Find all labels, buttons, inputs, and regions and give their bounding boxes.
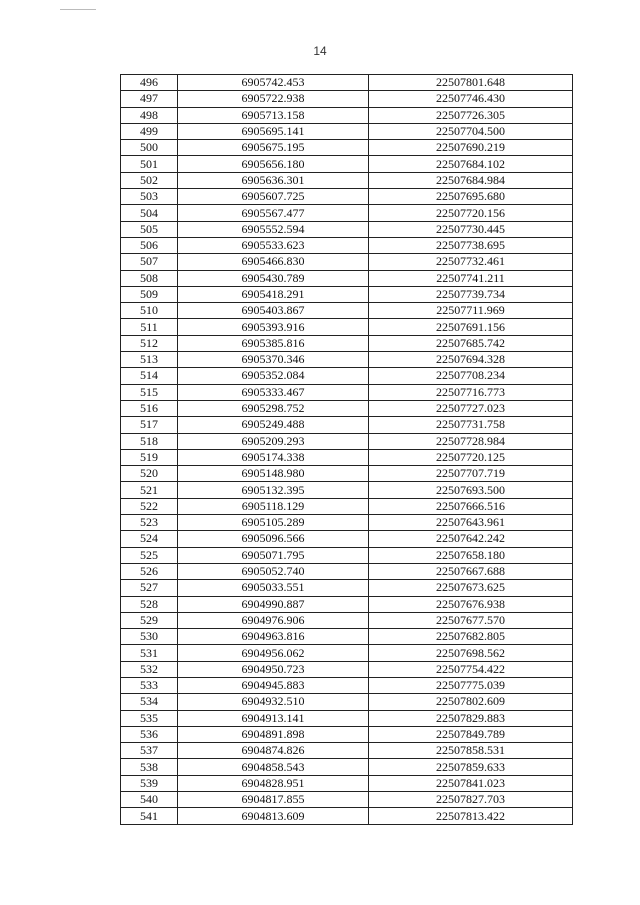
point-number-cell: 526 bbox=[121, 563, 178, 579]
y-coordinate-cell: 22507673.625 bbox=[369, 580, 573, 596]
table-row bbox=[121, 303, 573, 319]
table-row bbox=[121, 808, 573, 824]
y-coordinate-cell: 22507694.328 bbox=[369, 352, 573, 368]
point-number-cell: 514 bbox=[121, 368, 178, 384]
y-coordinate-cell: 22507827.703 bbox=[369, 792, 573, 808]
point-number-cell: 505 bbox=[121, 221, 178, 237]
y-coordinate-cell: 22507708.234 bbox=[369, 368, 573, 384]
point-number-cell: 519 bbox=[121, 449, 178, 465]
x-coordinate-cell: 6905132.395 bbox=[178, 482, 369, 498]
point-number-cell: 497 bbox=[121, 91, 178, 107]
x-coordinate-cell: 6904945.883 bbox=[178, 677, 369, 693]
point-number-cell: 502 bbox=[121, 172, 178, 188]
point-number-cell: 531 bbox=[121, 645, 178, 661]
point-number-cell: 516 bbox=[121, 400, 178, 416]
x-coordinate-cell: 6905249.488 bbox=[178, 417, 369, 433]
y-coordinate-cell: 22507684.984 bbox=[369, 172, 573, 188]
point-number-cell: 528 bbox=[121, 596, 178, 612]
point-number-cell: 540 bbox=[121, 792, 178, 808]
x-coordinate-cell: 6904874.826 bbox=[178, 743, 369, 759]
x-coordinate-cell: 6905466.830 bbox=[178, 254, 369, 270]
y-coordinate-cell: 22507849.789 bbox=[369, 726, 573, 742]
y-coordinate-cell: 22507730.445 bbox=[369, 221, 573, 237]
y-coordinate-cell: 22507693.500 bbox=[369, 482, 573, 498]
y-coordinate-cell: 22507666.516 bbox=[369, 498, 573, 514]
table-row bbox=[121, 563, 573, 579]
point-number-cell: 506 bbox=[121, 237, 178, 253]
y-coordinate-cell: 22507642.242 bbox=[369, 531, 573, 547]
y-coordinate-cell: 22507802.609 bbox=[369, 694, 573, 710]
x-coordinate-cell: 6905713.158 bbox=[178, 107, 369, 123]
x-coordinate-cell: 6905052.740 bbox=[178, 563, 369, 579]
y-coordinate-cell: 22507676.938 bbox=[369, 596, 573, 612]
scan-artifact-line bbox=[60, 9, 96, 10]
y-coordinate-cell: 22507677.570 bbox=[369, 612, 573, 628]
y-coordinate-cell: 22507684.102 bbox=[369, 156, 573, 172]
table-row bbox=[121, 661, 573, 677]
x-coordinate-cell: 6905430.789 bbox=[178, 270, 369, 286]
x-coordinate-cell: 6904858.543 bbox=[178, 759, 369, 775]
point-number-cell: 533 bbox=[121, 677, 178, 693]
x-coordinate-cell: 6905352.084 bbox=[178, 368, 369, 384]
table-row bbox=[121, 677, 573, 693]
table-row bbox=[121, 449, 573, 465]
y-coordinate-cell: 22507731.758 bbox=[369, 417, 573, 433]
y-coordinate-cell: 22507711.969 bbox=[369, 303, 573, 319]
y-coordinate-cell: 22507704.500 bbox=[369, 123, 573, 139]
x-coordinate-cell: 6904956.062 bbox=[178, 645, 369, 661]
point-number-cell: 508 bbox=[121, 270, 178, 286]
table-row bbox=[121, 400, 573, 416]
y-coordinate-cell: 22507813.422 bbox=[369, 808, 573, 824]
page-number: 14 bbox=[313, 44, 327, 58]
y-coordinate-cell: 22507726.305 bbox=[369, 107, 573, 123]
table-row bbox=[121, 384, 573, 400]
x-coordinate-cell: 6905418.291 bbox=[178, 286, 369, 302]
table-row bbox=[121, 580, 573, 596]
table-row bbox=[121, 352, 573, 368]
y-coordinate-cell: 22507720.156 bbox=[369, 205, 573, 221]
y-coordinate-cell: 22507738.695 bbox=[369, 237, 573, 253]
table-row bbox=[121, 123, 573, 139]
table-row bbox=[121, 417, 573, 433]
table-row bbox=[121, 286, 573, 302]
x-coordinate-cell: 6905298.752 bbox=[178, 400, 369, 416]
y-coordinate-cell: 22507720.125 bbox=[369, 449, 573, 465]
x-coordinate-cell: 6904950.723 bbox=[178, 661, 369, 677]
y-coordinate-cell: 22507691.156 bbox=[369, 319, 573, 335]
point-number-cell: 521 bbox=[121, 482, 178, 498]
x-coordinate-cell: 6905209.293 bbox=[178, 433, 369, 449]
y-coordinate-cell: 22507739.734 bbox=[369, 286, 573, 302]
x-coordinate-cell: 6905636.301 bbox=[178, 172, 369, 188]
y-coordinate-cell: 22507801.648 bbox=[369, 75, 573, 91]
point-number-cell: 513 bbox=[121, 352, 178, 368]
x-coordinate-cell: 6904976.906 bbox=[178, 612, 369, 628]
x-coordinate-cell: 6904913.141 bbox=[178, 710, 369, 726]
y-coordinate-cell: 22507775.039 bbox=[369, 677, 573, 693]
table-row bbox=[121, 759, 573, 775]
point-number-cell: 518 bbox=[121, 433, 178, 449]
table-row bbox=[121, 694, 573, 710]
point-number-cell: 520 bbox=[121, 466, 178, 482]
x-coordinate-cell: 6905105.289 bbox=[178, 515, 369, 531]
y-coordinate-cell: 22507695.680 bbox=[369, 189, 573, 205]
point-number-cell: 503 bbox=[121, 189, 178, 205]
x-coordinate-cell: 6905722.938 bbox=[178, 91, 369, 107]
point-number-cell: 498 bbox=[121, 107, 178, 123]
table-row bbox=[121, 156, 573, 172]
x-coordinate-cell: 6905567.477 bbox=[178, 205, 369, 221]
x-coordinate-cell: 6905385.816 bbox=[178, 335, 369, 351]
point-number-cell: 512 bbox=[121, 335, 178, 351]
y-coordinate-cell: 22507682.805 bbox=[369, 629, 573, 645]
x-coordinate-cell: 6905096.566 bbox=[178, 531, 369, 547]
point-number-cell: 510 bbox=[121, 303, 178, 319]
y-coordinate-cell: 22507643.961 bbox=[369, 515, 573, 531]
x-coordinate-cell: 6905403.867 bbox=[178, 303, 369, 319]
point-number-cell: 509 bbox=[121, 286, 178, 302]
x-coordinate-cell: 6904963.816 bbox=[178, 629, 369, 645]
point-number-cell: 500 bbox=[121, 140, 178, 156]
table-row bbox=[121, 726, 573, 742]
x-coordinate-cell: 6905695.141 bbox=[178, 123, 369, 139]
table-row bbox=[121, 335, 573, 351]
table-row bbox=[121, 319, 573, 335]
x-coordinate-cell: 6905552.594 bbox=[178, 221, 369, 237]
table-row bbox=[121, 498, 573, 514]
y-coordinate-cell: 22507728.984 bbox=[369, 433, 573, 449]
table-row bbox=[121, 466, 573, 482]
point-number-cell: 538 bbox=[121, 759, 178, 775]
y-coordinate-cell: 22507698.562 bbox=[369, 645, 573, 661]
point-number-cell: 539 bbox=[121, 775, 178, 791]
y-coordinate-cell: 22507859.633 bbox=[369, 759, 573, 775]
point-number-cell: 541 bbox=[121, 808, 178, 824]
point-number-cell: 535 bbox=[121, 710, 178, 726]
x-coordinate-cell: 6904817.855 bbox=[178, 792, 369, 808]
x-coordinate-cell: 6905393.916 bbox=[178, 319, 369, 335]
table-row bbox=[121, 433, 573, 449]
point-number-cell: 537 bbox=[121, 743, 178, 759]
table-row bbox=[121, 596, 573, 612]
x-coordinate-cell: 6905370.346 bbox=[178, 352, 369, 368]
point-number-cell: 507 bbox=[121, 254, 178, 270]
x-coordinate-cell: 6904990.887 bbox=[178, 596, 369, 612]
point-number-cell: 517 bbox=[121, 417, 178, 433]
y-coordinate-cell: 22507754.422 bbox=[369, 661, 573, 677]
x-coordinate-cell: 6905174.338 bbox=[178, 449, 369, 465]
table-row bbox=[121, 775, 573, 791]
y-coordinate-cell: 22507741.211 bbox=[369, 270, 573, 286]
y-coordinate-cell: 22507732.461 bbox=[369, 254, 573, 270]
point-number-cell: 530 bbox=[121, 629, 178, 645]
table-row bbox=[121, 270, 573, 286]
table-row bbox=[121, 75, 573, 91]
x-coordinate-cell: 6905333.467 bbox=[178, 384, 369, 400]
y-coordinate-cell: 22507716.773 bbox=[369, 384, 573, 400]
x-coordinate-cell: 6905675.195 bbox=[178, 140, 369, 156]
table-row bbox=[121, 254, 573, 270]
y-coordinate-cell: 22507658.180 bbox=[369, 547, 573, 563]
table-row bbox=[121, 482, 573, 498]
y-coordinate-cell: 22507841.023 bbox=[369, 775, 573, 791]
table-row bbox=[121, 221, 573, 237]
y-coordinate-cell: 22507707.719 bbox=[369, 466, 573, 482]
point-number-cell: 504 bbox=[121, 205, 178, 221]
x-coordinate-cell: 6904891.898 bbox=[178, 726, 369, 742]
point-number-cell: 501 bbox=[121, 156, 178, 172]
x-coordinate-cell: 6905148.980 bbox=[178, 466, 369, 482]
coordinates-table bbox=[120, 74, 573, 825]
point-number-cell: 529 bbox=[121, 612, 178, 628]
point-number-cell: 499 bbox=[121, 123, 178, 139]
table-row bbox=[121, 172, 573, 188]
table-row bbox=[121, 612, 573, 628]
table-row bbox=[121, 91, 573, 107]
table-row bbox=[121, 531, 573, 547]
point-number-cell: 524 bbox=[121, 531, 178, 547]
x-coordinate-cell: 6905533.623 bbox=[178, 237, 369, 253]
point-number-cell: 525 bbox=[121, 547, 178, 563]
x-coordinate-cell: 6905118.129 bbox=[178, 498, 369, 514]
point-number-cell: 527 bbox=[121, 580, 178, 596]
point-number-cell: 523 bbox=[121, 515, 178, 531]
y-coordinate-cell: 22507685.742 bbox=[369, 335, 573, 351]
point-number-cell: 536 bbox=[121, 726, 178, 742]
x-coordinate-cell: 6905607.725 bbox=[178, 189, 369, 205]
y-coordinate-cell: 22507690.219 bbox=[369, 140, 573, 156]
x-coordinate-cell: 6904813.609 bbox=[178, 808, 369, 824]
y-coordinate-cell: 22507858.531 bbox=[369, 743, 573, 759]
point-number-cell: 515 bbox=[121, 384, 178, 400]
x-coordinate-cell: 6904828.951 bbox=[178, 775, 369, 791]
table-row bbox=[121, 710, 573, 726]
x-coordinate-cell: 6904932.510 bbox=[178, 694, 369, 710]
y-coordinate-cell: 22507746.430 bbox=[369, 91, 573, 107]
table-row bbox=[121, 645, 573, 661]
table-row bbox=[121, 205, 573, 221]
y-coordinate-cell: 22507667.688 bbox=[369, 563, 573, 579]
y-coordinate-cell: 22507727.023 bbox=[369, 400, 573, 416]
table-row bbox=[121, 189, 573, 205]
x-coordinate-cell: 6905071.795 bbox=[178, 547, 369, 563]
table-row bbox=[121, 107, 573, 123]
point-number-cell: 534 bbox=[121, 694, 178, 710]
table-row bbox=[121, 792, 573, 808]
table-row bbox=[121, 368, 573, 384]
coordinates-table-body bbox=[121, 75, 573, 825]
table-row bbox=[121, 237, 573, 253]
table-row bbox=[121, 743, 573, 759]
table-row bbox=[121, 547, 573, 563]
table-row bbox=[121, 515, 573, 531]
point-number-cell: 522 bbox=[121, 498, 178, 514]
point-number-cell: 511 bbox=[121, 319, 178, 335]
table-row bbox=[121, 629, 573, 645]
point-number-cell: 532 bbox=[121, 661, 178, 677]
table-row bbox=[121, 140, 573, 156]
x-coordinate-cell: 6905033.551 bbox=[178, 580, 369, 596]
x-coordinate-cell: 6905742.453 bbox=[178, 75, 369, 91]
x-coordinate-cell: 6905656.180 bbox=[178, 156, 369, 172]
y-coordinate-cell: 22507829.883 bbox=[369, 710, 573, 726]
point-number-cell: 496 bbox=[121, 75, 178, 91]
